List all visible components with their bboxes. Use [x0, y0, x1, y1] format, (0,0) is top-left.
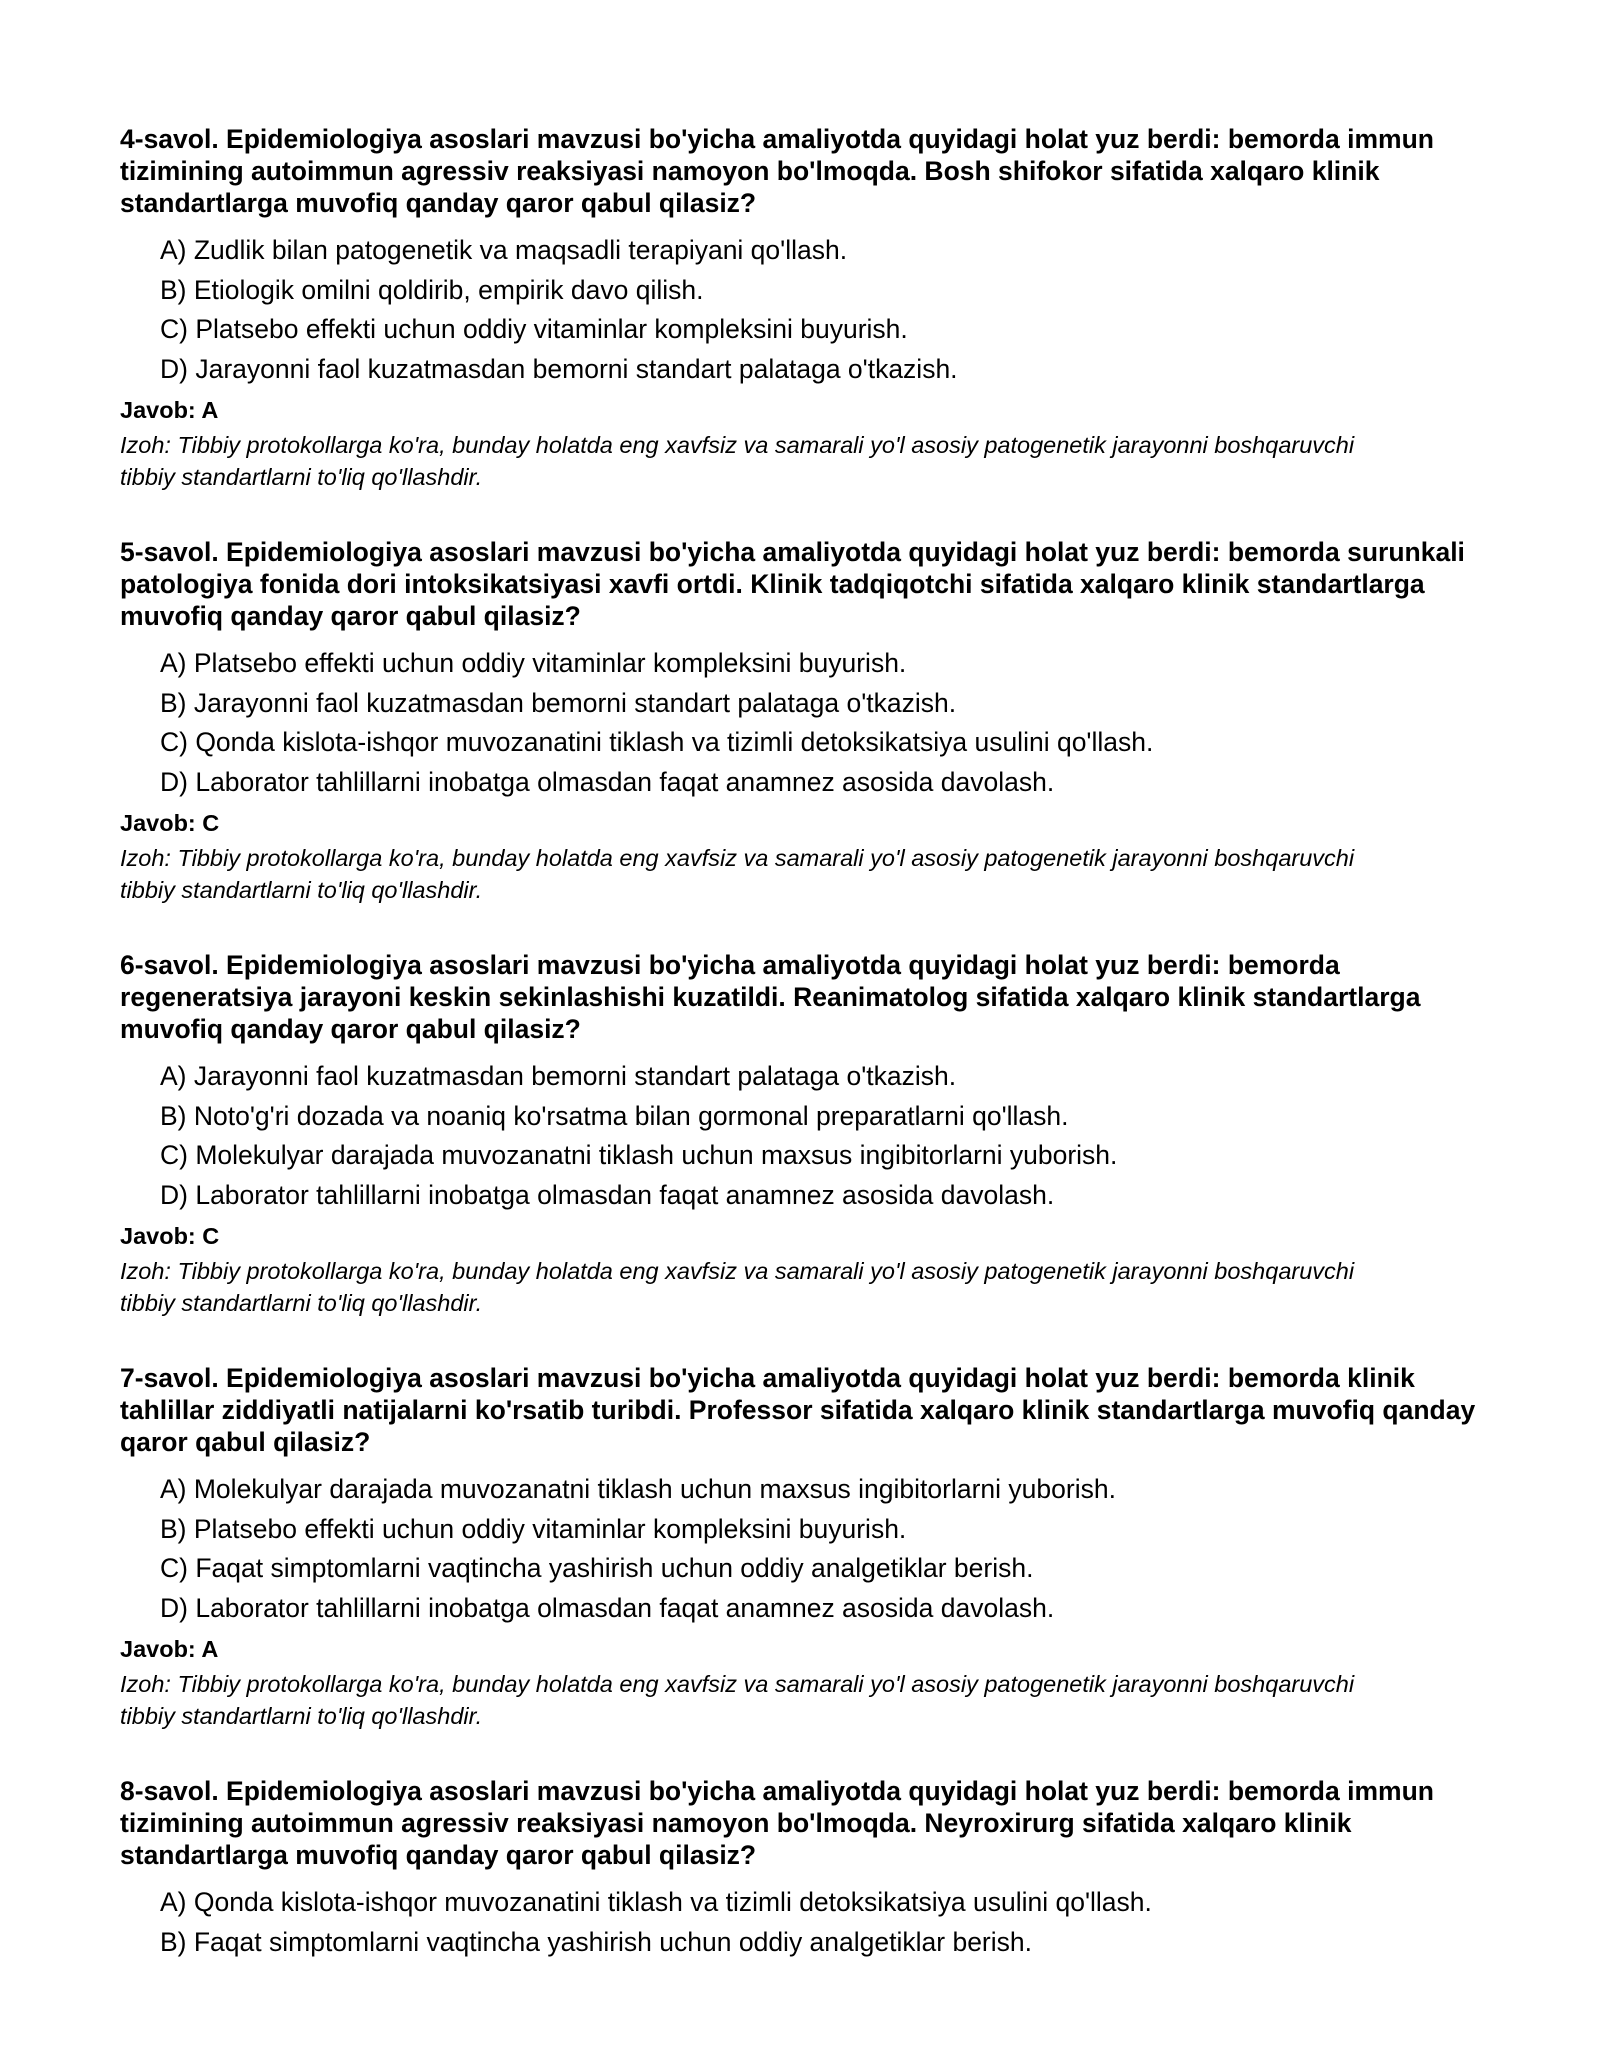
option-a: A) Jarayonni faol kuzatmasdan bemorni standart palataga o'tkazish.: [160, 1061, 957, 1091]
option-b: B) Faqat simptomlarni vaqtincha yashirish uchun oddiy analgetiklar berish.: [160, 1926, 1032, 1957]
question-title: 8-savol. Epidemiologiya asoslari mavzusi bo'yicha amaliyotda quyidagi holat yuz berdi: bemorda immun tizimining autoimmun agressiv reaksiyasi namoyon bo'lmoqda. Neyroxirurg sifatida xalqaro klinik standartlarga muvofiq qanday qaror qabul qilasiz?: [120, 1776, 1434, 1870]
question-title: 4-savol. Epidemiologiya asoslari mavzusi bo'yicha amaliyotda quyidagi holat yuz berdi: bemorda immun tizimining autoimmun agressiv reaksiyasi namoyon bo'lmoqda. Bosh shifokor sifatida xalqaro klinik standartlarga muvofiq qanday qaror qabul qilasiz?: [120, 124, 1434, 218]
question-title: 7-savol. Epidemiologiya asoslari mavzusi bo'yicha amaliyotda quyidagi holat yuz berdi: bemorda klinik tahlillar ziddiyatli natijalarni ko'rsatib turibdi. Professor sifatida xalqaro klinik standartlarga muvofiq qanday qaror qabul qilasiz?: [120, 1363, 1476, 1457]
option-c: C) Faqat simptomlarni vaqtincha yashirish uchun oddiy analgetiklar berish.: [160, 1553, 1034, 1583]
option-d: D) Laborator tahlillarni inobatga olmasdan faqat anamnez asosida davolash.: [160, 766, 1055, 797]
option-a: A) Molekulyar darajada muvozanatni tiklash uchun maxsus ingibitorlarni yuborish.: [160, 1474, 1116, 1504]
question-block: [120, 123, 1500, 493]
option-b: B) Jarayonni faol kuzatmasdan bemorni standart palataga o'tkazish.: [160, 687, 957, 718]
explanation-text: Izoh: Tibbiy protokollarga ko'ra, bunday holatda eng xavfsiz va samarali yo'l asosiy patogenetik jarayonni boshqaruvchi tibbiy standartlarni to'liq qo'llashdir.: [120, 432, 1355, 490]
option-d: D) Laborator tahlillarni inobatga olmasdan faqat anamnez asosida davolash.: [160, 1592, 1055, 1623]
answer-label: Javob: A: [120, 1636, 219, 1662]
option-d: D) Laborator tahlillarni inobatga olmasdan faqat anamnez asosida davolash.: [160, 1179, 1055, 1210]
option-a: A) Qonda kislota-ishqor muvozanatini tiklash va tizimli detoksikatsiya usulini qo'llash.: [160, 1887, 1152, 1917]
question-title: 6-savol. Epidemiologiya asoslari mavzusi bo'yicha amaliyotda quyidagi holat yuz berdi: bemorda regeneratsiya jarayoni keskin sekinlashishi kuzatildi. Reanimatolog sifatida xalqaro klinik standartlarga muvofiq qanday qaror qabul qilasiz?: [120, 950, 1421, 1044]
question-block: [120, 1775, 1500, 1962]
option-c: C) Molekulyar darajada muvozanatni tiklash uchun maxsus ingibitorlarni yuborish.: [160, 1140, 1118, 1170]
options-list: [120, 1883, 1500, 1962]
option-a: A) Platsebo effekti uchun oddiy vitaminlar kompleksini buyurish.: [160, 648, 907, 678]
question-block: [120, 536, 1500, 906]
options-list: [120, 1057, 1500, 1215]
answer-label: Javob: A: [120, 397, 219, 423]
options-list: [120, 1470, 1500, 1628]
option-b: B) Etiologik omilni qoldirib, empirik davo qilish.: [160, 274, 704, 305]
option-b: B) Platsebo effekti uchun oddiy vitaminlar kompleksini buyurish.: [160, 1513, 907, 1544]
option-a: A) Zudlik bilan patogenetik va maqsadli terapiyani qo'llash.: [160, 235, 848, 265]
question-block: [120, 949, 1500, 1319]
option-c: C) Platsebo effekti uchun oddiy vitaminlar kompleksini buyurish.: [160, 314, 908, 344]
question-block: [120, 1362, 1500, 1732]
option-c: C) Qonda kislota-ishqor muvozanatini tiklash va tizimli detoksikatsiya usulini qo'llash.: [160, 727, 1154, 757]
explanation-text: Izoh: Tibbiy protokollarga ko'ra, bunday holatda eng xavfsiz va samarali yo'l asosiy patogenetik jarayonni boshqaruvchi tibbiy standartlarni to'liq qo'llashdir.: [120, 1258, 1355, 1316]
answer-label: Javob: C: [120, 810, 220, 836]
option-d: D) Jarayonni faol kuzatmasdan bemorni standart palataga o'tkazish.: [160, 353, 958, 384]
question-title: 5-savol. Epidemiologiya asoslari mavzusi bo'yicha amaliyotda quyidagi holat yuz berdi: bemorda surunkali patologiya fonida dori intoksikatsiyasi xavfi ortdi. Klinik tadqiqotchi sifatida xalqaro klinik standartlarga muvofiq qanday qaror qabul qilasiz?: [120, 537, 1465, 631]
explanation-text: Izoh: Tibbiy protokollarga ko'ra, bunday holatda eng xavfsiz va samarali yo'l asosiy patogenetik jarayonni boshqaruvchi tibbiy standartlarni to'liq qo'llashdir.: [120, 1671, 1355, 1729]
document-page: [120, 123, 1500, 2005]
options-list: [120, 644, 1500, 802]
options-list: [120, 231, 1500, 389]
option-b: B) Noto'g'ri dozada va noaniq ko'rsatma bilan gormonal preparatlarni qo'llash.: [160, 1100, 1069, 1131]
explanation-text: Izoh: Tibbiy protokollarga ko'ra, bunday holatda eng xavfsiz va samarali yo'l asosiy patogenetik jarayonni boshqaruvchi tibbiy standartlarni to'liq qo'llashdir.: [120, 845, 1355, 903]
answer-label: Javob: C: [120, 1223, 220, 1249]
